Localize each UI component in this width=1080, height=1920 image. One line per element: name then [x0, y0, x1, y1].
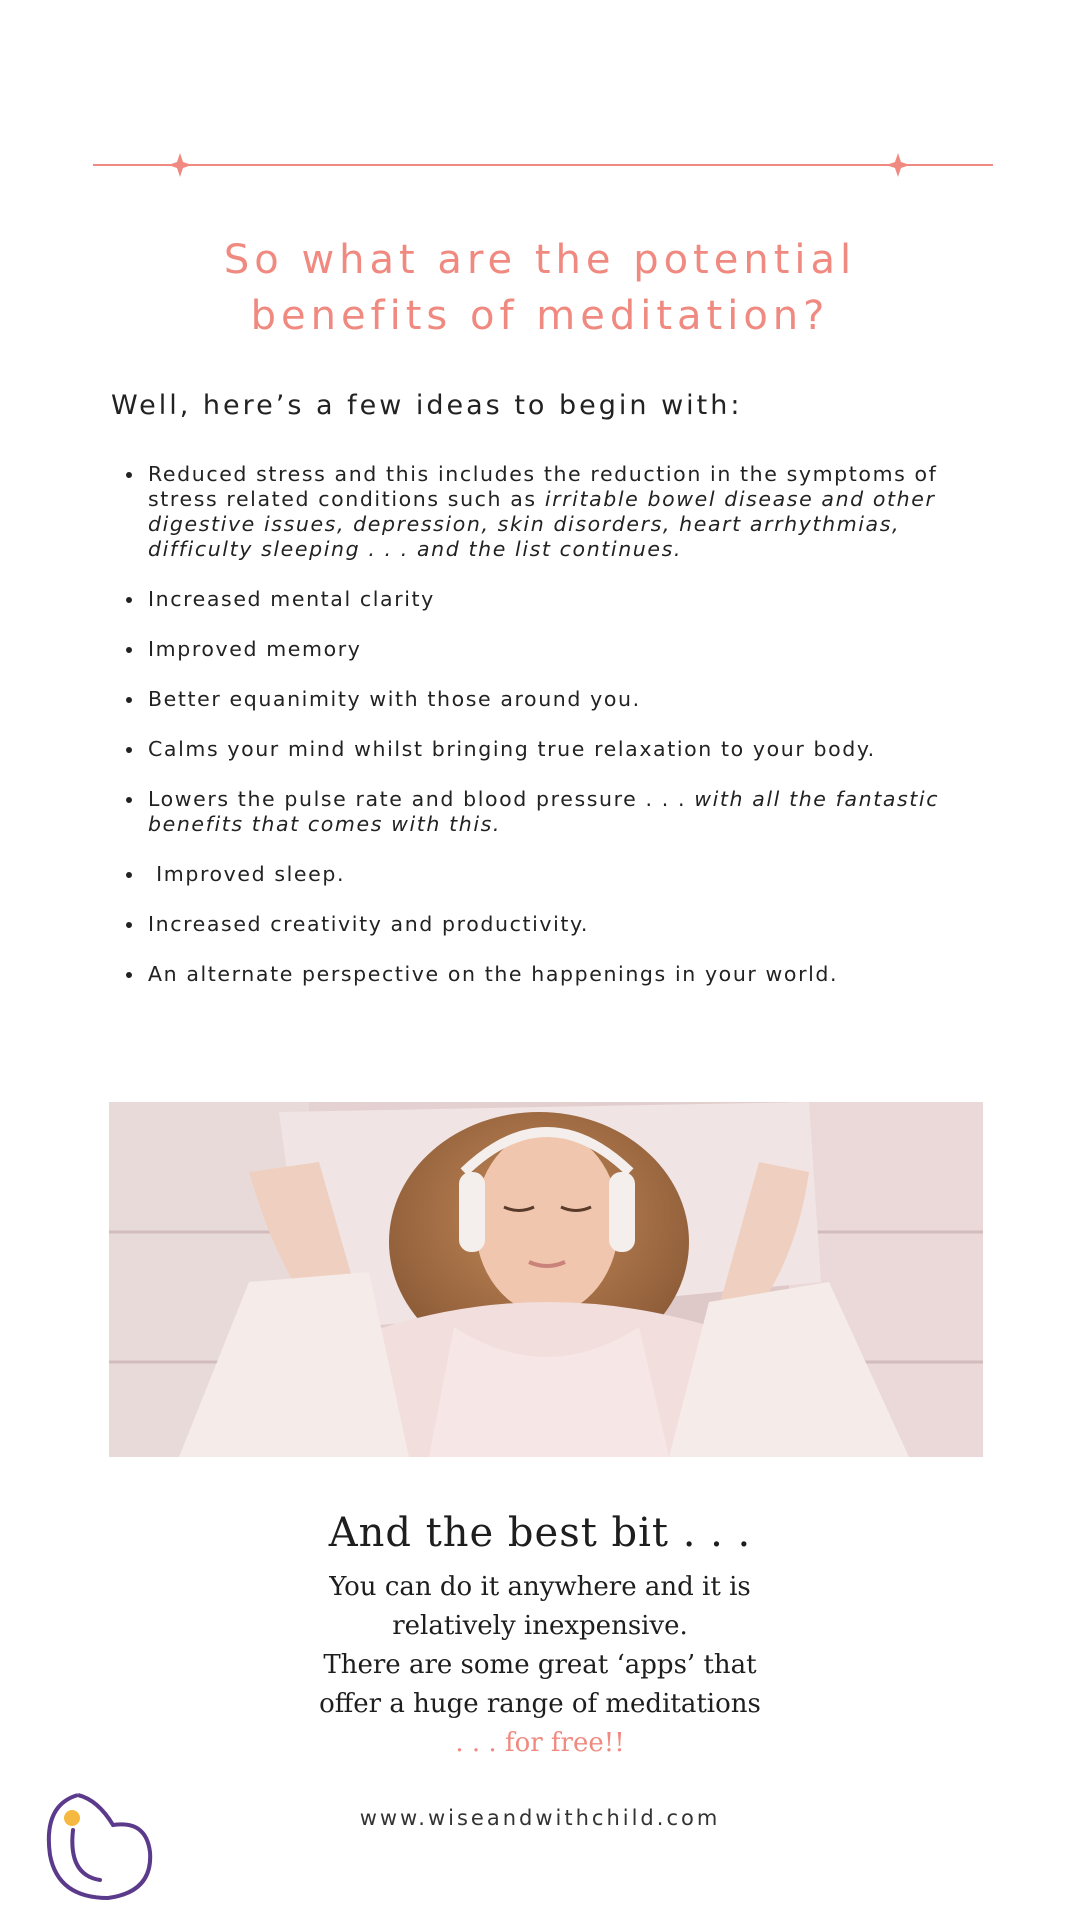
- list-item: Increased creativity and productivity.: [148, 912, 1008, 937]
- list-item: Improved sleep.: [148, 862, 1008, 887]
- list-item: Improved memory: [148, 637, 1008, 662]
- closing-line: You can do it anywhere and it is: [329, 1572, 751, 1602]
- sparkle-right-icon: [886, 153, 910, 177]
- list-item: Reduced stress and this includes the reduction in the symptoms of stress related conditions such as irritable bowel disease and other digestive issues, depression, skin disorders, heart arrhythmias, difficulty sleeping . . . and the list continues.: [148, 462, 1008, 562]
- closing-text: [240, 1568, 840, 1763]
- sparkle-divider: [93, 150, 993, 180]
- list-item: An alternate perspective on the happenings in your world.: [148, 962, 1008, 987]
- closing-heading: And the best bit . . .: [328, 1510, 752, 1556]
- meditation-photo: [109, 1102, 983, 1457]
- page-title: So what are the potential benefits of meditation?: [223, 237, 857, 339]
- list-item: Calms your mind whilst bringing true relaxation to your body.: [148, 737, 1008, 762]
- free-highlight: . . . for free!!: [455, 1728, 625, 1758]
- list-item: Lowers the pulse rate and blood pressure . . . with all the fantastic benefits that comes with this.: [148, 787, 1008, 837]
- list-item: Increased mental clarity: [148, 587, 1008, 612]
- closing-line: relatively inexpensive.: [392, 1611, 688, 1641]
- sparkle-left-icon: [168, 153, 192, 177]
- wise-and-with-child-logo-icon: [38, 1780, 163, 1905]
- intro-text: Well, here’s a few ideas to begin with:: [111, 390, 743, 421]
- closing-line: There are some great ‘apps’ that: [323, 1650, 757, 1680]
- closing-line: offer a huge range of meditations: [319, 1689, 761, 1719]
- website-url[interactable]: www.wiseandwithchild.com: [359, 1806, 721, 1830]
- list-item: Better equanimity with those around you.: [148, 687, 1008, 712]
- benefits-list: [114, 462, 1008, 1012]
